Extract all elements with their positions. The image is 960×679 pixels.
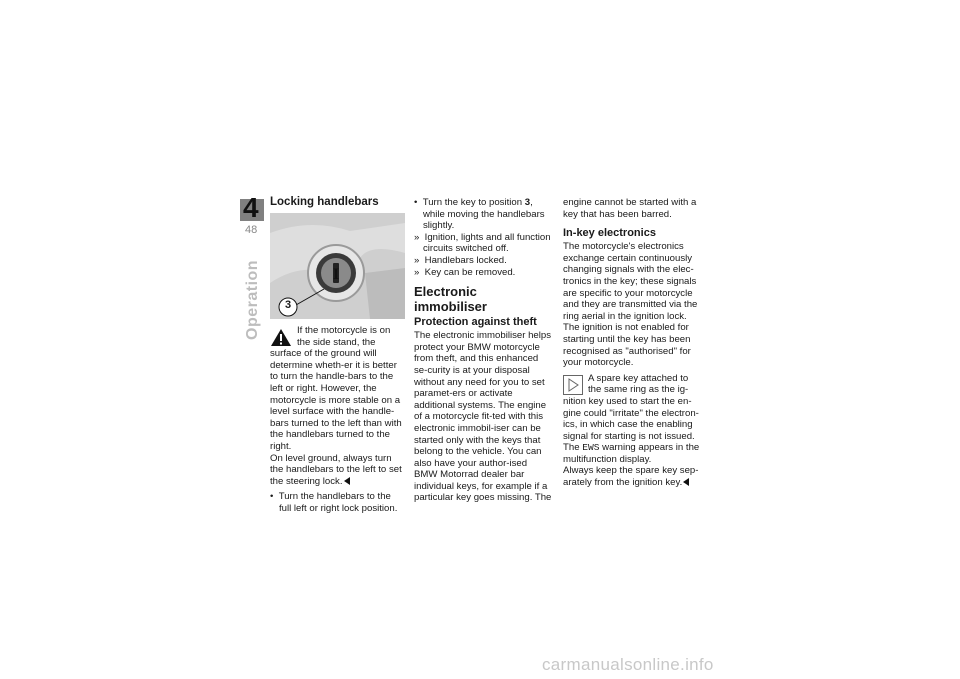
photo-callout-3: 3 — [284, 299, 292, 311]
ews-code: EWS — [582, 442, 600, 454]
column-1 — [270, 196, 405, 515]
result-item: » Handlebars locked. — [414, 254, 507, 266]
body-text: The electronic immobiliser helps protect your BMW motorcycle from theft, and this enhanced se-curity is at your disposal without any need for you to set paramet-ers or activate additional systems. The engine of a motorcycle fit-ted with this electronic immobil-iser can be started only with the keys that belong to the vehicle. You can also have your author-ised BMW Motorrad dealer bar individual keys, for example if a particular key goes missing. The — [414, 330, 552, 504]
note-text: A spare key attached to the same ring as the ig-nition key used to start the en-gine could "irritate" the electron-ics, in which case the enabling signal for starting is not issued. The — [563, 372, 699, 454]
note-text-rest: warning appears in the multifunction display. — [563, 442, 700, 465]
end-marker-icon — [344, 477, 350, 485]
note-block — [563, 373, 701, 489]
note-play-icon — [563, 375, 583, 395]
body-text-continued: engine cannot be started with a key that has been barred. — [563, 197, 697, 220]
watermark-text: carmanualsonline.info — [542, 655, 714, 674]
result-item: » Key can be removed. — [414, 266, 516, 278]
warning-block — [270, 325, 405, 487]
list-item: • Turn the handlebars to the full left or right lock position. — [270, 491, 398, 514]
column-3 — [563, 197, 701, 489]
page-number: 48 — [245, 224, 258, 236]
section-title-immobiliser: Electronic immobiliser — [414, 284, 487, 315]
list-item: • Turn the key to position 3, while moving the handlebars slightly. — [414, 197, 545, 232]
end-marker-icon — [683, 478, 689, 486]
subsection-title-theft: Protection against theft — [414, 316, 537, 329]
result-item: » Ignition, lights and all function circuits switched off. — [414, 231, 551, 255]
body-text: The motorcycle's electronics exchange certain continuously changing signals with the elec-tronics in the key; these signals are specific to your motorcycle and they are transmitted via the ring aerial in the ignition lock. The ignition is not enabled for starting until the key has been recognised as "authorised" for your motorcycle. — [563, 241, 698, 369]
svg-text:I: I — [332, 266, 340, 283]
warning-text-2: On level ground, always turn the handlebars to the left to set the steering lock. — [270, 452, 402, 487]
ignition-lock-photo — [270, 213, 405, 319]
warning-icon — [270, 327, 292, 347]
section-title-locking-handlebars: Locking handlebars — [270, 196, 379, 208]
section-side-label: Operation — [244, 259, 261, 340]
chapter-number: 4 — [243, 192, 259, 223]
subsection-title-in-key: In-key electronics — [563, 227, 656, 240]
note-text-2: Always keep the spare key sep-arately from the ignition key. — [563, 465, 699, 489]
warning-text: If the motorcycle is on the side stand, the surface of the ground will determine wheth-er it is better to turn the handle-bars to the left or right. However, the motorcycle is more stable on a level surface with the handle-bars turned to the left than with the handlebars turned to the right. — [270, 325, 402, 452]
column-2 — [414, 197, 552, 504]
